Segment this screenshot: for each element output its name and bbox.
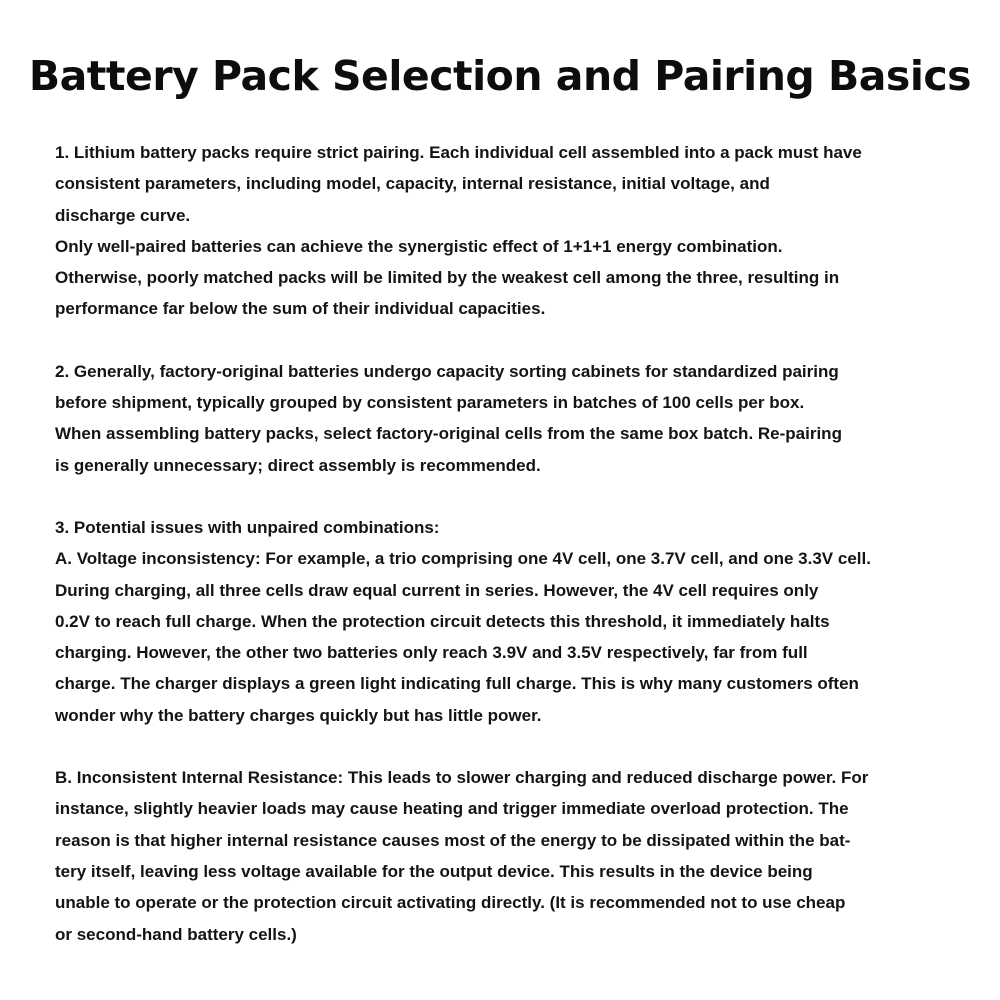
text-line: charging. However, the other two batteries only reach 3.9V and 3.5V respectively, far from full [55,643,808,663]
text-line: performance far below the sum of their individual capacities. [55,299,546,319]
text-line: consistent parameters, including model, capacity, internal resistance, initial voltage, and [55,174,770,194]
text-line: 3. Potential issues with unpaired combinations: [55,517,440,537]
text-line: charge. The charger displays a green light indicating full charge. This is why many customers often [55,674,859,694]
paragraph-voltage-issues [55,512,960,731]
text-line: discharge curve. [55,205,191,225]
text-line: wonder why the battery charges quickly but has little power. [55,705,542,725]
text-line: When assembling battery packs, select factory-original cells from the same box batch. Re-pairing [55,424,842,444]
text-line: B. Inconsistent Internal Resistance: This leads to slower charging and reduced discharge power. For [55,768,869,788]
text-line: instance, slightly heavier loads may cause heating and trigger immediate overload protection. The [55,799,849,819]
page-title: Battery Pack Selection and Pairing Basics [28,52,972,100]
text-line: 0.2V to reach full charge. When the protection circuit detects this threshold, it immediately halts [55,611,830,631]
text-line: tery itself, leaving less voltage available for the output device. This results in the device being [55,861,813,881]
text-line: reason is that higher internal resistance causes most of the energy to be dissipated within the bat- [55,830,851,850]
paragraph-pairing-requirement [55,137,960,325]
text-line: or second-hand battery cells.) [55,924,297,944]
paragraph-factory-sorting [55,356,960,481]
text-line: A. Voltage inconsistency: For example, a trio comprising one 4V cell, one 3.7V cell, and one 3.3V cell. [55,549,871,569]
article-body [55,137,960,981]
text-line: 2. Generally, factory-original batteries undergo capacity sorting cabinets for standardized pairing [55,361,839,381]
text-line: Only well-paired batteries can achieve the synergistic effect of 1+1+1 energy combination. [55,236,783,256]
text-line: before shipment, typically grouped by consistent parameters in batches of 100 cells per box. [55,393,805,413]
text-line: Otherwise, poorly matched packs will be limited by the weakest cell among the three, resulting in [55,268,840,288]
text-line: unable to operate or the protection circuit activating directly. (It is recommended not to use cheap [55,893,846,913]
text-line: During charging, all three cells draw equal current in series. However, the 4V cell requires only [55,580,819,600]
text-line: is generally unnecessary; direct assembly is recommended. [55,455,541,475]
text-line: 1. Lithium battery packs require strict pairing. Each individual cell assembled into a pack must have [55,143,862,162]
paragraph-internal-resistance [55,762,960,950]
